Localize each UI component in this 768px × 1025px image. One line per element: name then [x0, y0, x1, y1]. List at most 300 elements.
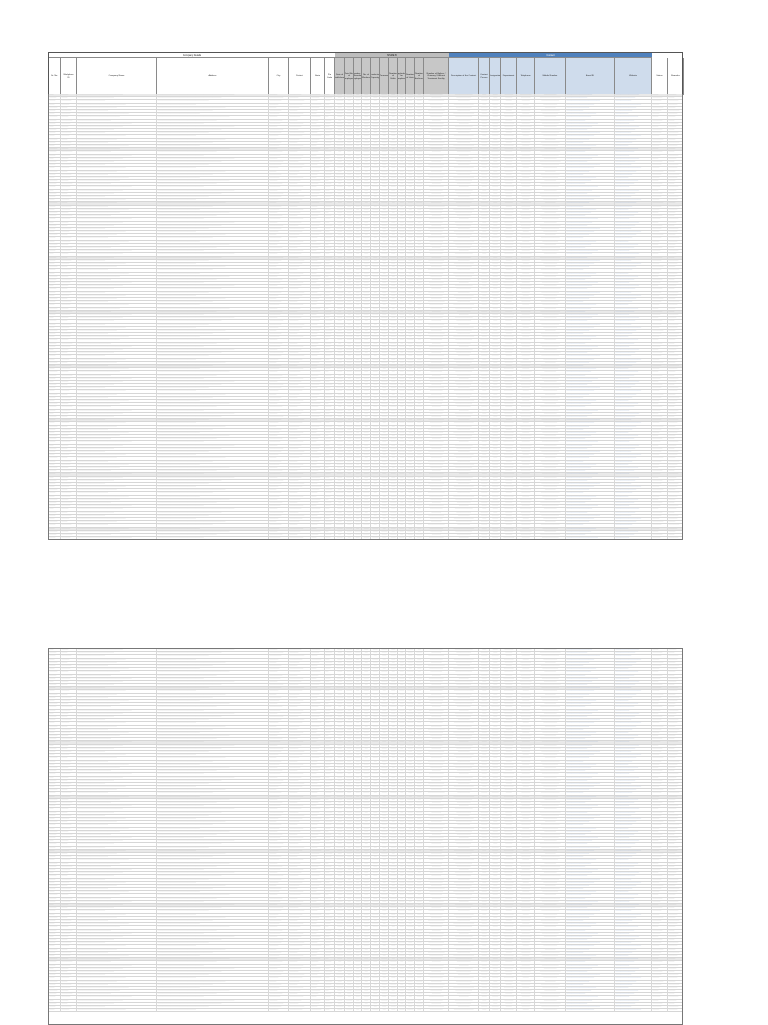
table-cell: ────────────────: [615, 100, 652, 103]
table-cell: ─────: [398, 177, 406, 180]
table-cell: ───: [398, 257, 406, 260]
table-cell: ────: [354, 292, 362, 295]
column-header: Website: [615, 58, 652, 95]
table-cell: ──────: [415, 311, 424, 314]
table-cell: ───────────: [535, 521, 566, 524]
table-cell: ──────────: [311, 104, 325, 107]
table-cell: ────: [398, 339, 406, 342]
table-cell: ────: [380, 218, 389, 221]
table-cell: ─────: [345, 193, 354, 196]
table-cell: ────────────: [449, 387, 479, 390]
table-cell: ─────: [354, 193, 362, 196]
table-cell: ────────────────────────────────────────────────────: [77, 209, 157, 212]
table-cell: ─────: [371, 266, 380, 269]
table-cell: ───────: [61, 180, 77, 183]
table-cell: ────────────────: [535, 113, 566, 116]
table-cell: ──────────────────────────────: [566, 668, 615, 671]
table-cell: ──────: [406, 263, 415, 266]
table-cell: ───────: [517, 145, 535, 148]
table-cell: ─────: [398, 263, 406, 266]
table-cell: ─────: [371, 489, 380, 492]
table-cell: ─────────────────: [449, 467, 479, 470]
table-cell: ────────────────────────────────────────: [77, 426, 157, 429]
table-cell: ───────────────────────────────: [77, 206, 157, 209]
table-cell: ────────: [490, 120, 501, 123]
table-cell: ──────: [406, 104, 415, 107]
table-cell: ────: [335, 662, 345, 665]
table-cell: ──────────: [517, 470, 535, 473]
table-cell: ───: [398, 110, 406, 113]
table-cell: ──────: [371, 390, 380, 393]
table-cell: ──────────────────────────: [566, 681, 615, 684]
table-cell: ─────────────────: [615, 174, 652, 177]
table-cell: ───: [354, 317, 362, 320]
table-cell: ────────: [61, 454, 77, 457]
table-cell: ─────────────: [289, 359, 311, 362]
table-cell: ────────────: [289, 253, 311, 256]
table-cell: ─────: [406, 311, 415, 314]
table-cell: ─────: [371, 339, 380, 342]
table-cell: ────────────────────: [449, 199, 479, 202]
table-cell: ────: [362, 180, 371, 183]
table-cell: ─────────: [289, 512, 311, 515]
table-cell: ────: [335, 139, 345, 142]
table-cell: ───────────────────────: [615, 403, 652, 406]
table-cell: ────: [325, 454, 335, 457]
table-cell: ─────: [354, 406, 362, 409]
table-cell: ───────: [49, 470, 61, 473]
table-cell: ────: [345, 206, 354, 209]
table-cell: ─────: [325, 505, 335, 508]
table-cell: ─────────────────────────────────────: [77, 97, 157, 100]
table-cell: ───────: [668, 489, 683, 492]
table-cell: ─────: [325, 400, 335, 403]
table-cell: ──────: [380, 298, 389, 301]
table-cell: ─────: [362, 368, 371, 371]
table-cell: ───────────────────────: [566, 266, 615, 269]
table-cell: ──────: [406, 167, 415, 170]
table-cell: ───────: [325, 320, 335, 323]
table-cell: ──────: [325, 110, 335, 113]
table-cell: ──────────: [289, 394, 311, 397]
table-cell: ──────: [415, 183, 424, 186]
table-cell: ──────: [345, 368, 354, 371]
table-cell: ───: [371, 110, 380, 113]
table-cell: ────────: [269, 94, 289, 97]
table-cell: ───: [398, 333, 406, 336]
table-cell: ────────────────────────────────: [566, 123, 615, 126]
table-cell: ─────: [371, 190, 380, 193]
table-cell: ─────────: [61, 537, 77, 540]
table-cell: ──────: [49, 397, 61, 400]
table-cell: ────: [354, 419, 362, 422]
table-cell: ───────: [335, 665, 345, 668]
table-cell: ─────: [371, 681, 380, 684]
table-cell: ──────────────────: [535, 655, 566, 658]
table-cell: ──────: [479, 470, 490, 473]
table-cell: ──────: [406, 190, 415, 193]
table-cell: ─────────: [289, 161, 311, 164]
table-cell: ────────────: [517, 190, 535, 193]
table-cell: ──────: [479, 438, 490, 441]
table-cell: ──────────────: [269, 161, 289, 164]
table-cell: ────────────────────────────────────────────────────────────: [157, 343, 269, 346]
table-cell: ───────: [61, 212, 77, 215]
table-cell: ──────────: [668, 132, 683, 135]
table-cell: ──────: [345, 273, 354, 276]
table-cell: ───────────: [517, 426, 535, 429]
table-cell: ────: [479, 454, 490, 457]
table-cell: ────────────: [424, 308, 449, 311]
table-cell: ────────────────────────: [615, 477, 652, 480]
table-cell: ──────: [371, 659, 380, 662]
table-cell: ────: [406, 260, 415, 263]
table-cell: ──────: [415, 139, 424, 142]
table-cell: ─────────────────────: [615, 489, 652, 492]
table-cell: ───────: [269, 521, 289, 524]
table-cell: ──────: [362, 365, 371, 368]
table-cell: ─────: [362, 473, 371, 476]
table-cell: ──────: [406, 454, 415, 457]
table-cell: ─────────: [61, 186, 77, 189]
table-cell: ───────: [61, 445, 77, 448]
table-cell: ───: [345, 186, 354, 189]
table-cell: ─────────: [668, 496, 683, 499]
table-cell: ────────────: [289, 317, 311, 320]
table-cell: ────────────────: [615, 687, 652, 690]
table-cell: ──────────────────────────: [615, 167, 652, 170]
table-cell: ──────: [389, 343, 398, 346]
table-cell: ────────: [289, 311, 311, 314]
table-cell: ─────────────────: [566, 492, 615, 495]
table-cell: ─────: [490, 253, 501, 256]
table-cell: ────────────: [535, 435, 566, 438]
table-cell: ───────────: [668, 461, 683, 464]
table-cell: ─────────: [311, 445, 325, 448]
table-cell: ────: [380, 655, 389, 658]
table-cell: ─────: [371, 148, 380, 151]
table-cell: ────: [335, 489, 345, 492]
table-cell: ──────────: [61, 260, 77, 263]
table-cell: ─────────: [668, 454, 683, 457]
table-cell: ───: [362, 652, 371, 655]
table-cell: ─────────: [652, 100, 668, 103]
table-cell: ──────: [371, 505, 380, 508]
table-cell: ───────: [479, 362, 490, 365]
table-cell: ─────: [415, 110, 424, 113]
table-cell: ─────: [415, 365, 424, 368]
table-cell: ───: [415, 126, 424, 129]
table-cell: ─────────────────────────────────────────────────────────────────: [157, 652, 269, 655]
table-cell: ────: [335, 521, 345, 524]
table-cell: ────: [345, 183, 354, 186]
table-cell: ──────────: [668, 410, 683, 413]
table-cell: ──────: [406, 518, 415, 521]
table-cell: ─────: [325, 387, 335, 390]
table-cell: ──────────: [424, 193, 449, 196]
table-cell: ──────: [335, 314, 345, 317]
table-cell: ─────: [406, 193, 415, 196]
table-cell: ────────: [311, 652, 325, 655]
table-cell: ──────: [325, 174, 335, 177]
table-cell: ────────: [479, 531, 490, 534]
table-cell: ───────────: [501, 378, 517, 381]
table-cell: ──────: [311, 292, 325, 295]
table-cell: ────: [406, 269, 415, 272]
table-cell: ──────────: [668, 228, 683, 231]
table-cell: ──────: [479, 151, 490, 154]
table-cell: ──────: [371, 113, 380, 116]
table-cell: ────: [325, 263, 335, 266]
table-cell: ────: [49, 349, 61, 352]
table-cell: ────────: [668, 285, 683, 288]
table-cell: ──────: [345, 222, 354, 225]
table-cell: ─────────: [517, 461, 535, 464]
table-cell: ─────: [335, 190, 345, 193]
table-cell: ──────: [479, 492, 490, 495]
table-cell: ────────: [652, 505, 668, 508]
table-cell: ───────────────────────────────────────: [157, 231, 269, 234]
table-cell: ───────: [652, 390, 668, 393]
table-cell: ───────────────────────────────────────: [157, 104, 269, 107]
table-cell: ──────: [406, 649, 415, 652]
table-cell: ──────: [362, 333, 371, 336]
table-cell: ─────: [354, 320, 362, 323]
table-cell: ────────────────────────────────────────────────────: [157, 655, 269, 658]
table-cell: ───────────────────────: [615, 339, 652, 342]
table-cell: ───────────────────────────────────────────: [157, 273, 269, 276]
table-cell: ───────: [49, 161, 61, 164]
table-cell: ──────────────────────────────────────────────: [77, 222, 157, 225]
table-cell: ────────: [49, 467, 61, 470]
table-cell: ──────────: [501, 231, 517, 234]
table-cell: ──────────: [311, 359, 325, 362]
table-cell: ──────: [380, 371, 389, 374]
table-cell: ──────: [380, 339, 389, 342]
table-cell: ──────: [517, 422, 535, 425]
table-cell: ─────: [479, 432, 490, 435]
table-cell: ─────: [335, 454, 345, 457]
table-cell: ─────: [354, 151, 362, 154]
table-cell: ───────────────────: [566, 151, 615, 154]
table-cell: ──────────────────────────────: [566, 400, 615, 403]
table-cell: ────: [325, 422, 335, 425]
table-cell: ─────────: [668, 659, 683, 662]
table-cell: ──────────────────────────────────: [77, 215, 157, 218]
table-cell: ───────: [325, 489, 335, 492]
table-cell: ──────: [345, 263, 354, 266]
table-cell: ───────: [269, 107, 289, 110]
table-cell: ────: [415, 659, 424, 662]
table-cell: ───: [415, 467, 424, 470]
table-cell: ────────────────: [424, 419, 449, 422]
table-cell: ──────────: [289, 171, 311, 174]
table-cell: ─────: [345, 480, 354, 483]
table-cell: ───────: [490, 333, 501, 336]
table-cell: ────────────────────────────────────────: [77, 234, 157, 237]
table-cell: ──────: [652, 317, 668, 320]
table-cell: ───: [362, 384, 371, 387]
table-cell: ──────────: [61, 483, 77, 486]
table-cell: ────: [490, 193, 501, 196]
table-cell: ──────: [311, 206, 325, 209]
table-cell: ────────────────: [449, 171, 479, 174]
table-cell: ──────────: [517, 352, 535, 355]
table-cell: ──────────────────────────────────────────────────────────────────────────────: [157, 477, 269, 480]
table-cell: ───────: [668, 139, 683, 142]
table-cell: ─────: [479, 537, 490, 540]
table-cell: ────: [380, 687, 389, 690]
table-cell: ─────────: [424, 151, 449, 154]
table-cell: ──────────: [501, 104, 517, 107]
table-cell: ────────────────────: [535, 311, 566, 314]
table-cell: ─────: [354, 502, 362, 505]
table-cell: ───: [354, 253, 362, 256]
table-cell: ───────: [668, 116, 683, 119]
table-cell: ───────────: [289, 435, 311, 438]
table-cell: ────────: [490, 279, 501, 282]
table-cell: ─────: [345, 288, 354, 291]
table-cell: ──────: [490, 441, 501, 444]
table-cell: ──────: [668, 97, 683, 100]
table-cell: ─────────: [668, 518, 683, 521]
table-cell: ─────: [415, 250, 424, 253]
table-cell: ───────────────────────────────────────────: [77, 212, 157, 215]
table-cell: ──────────: [61, 100, 77, 103]
table-cell: ────: [335, 107, 345, 110]
table-cell: ───────────: [289, 244, 311, 247]
table-cell: ───────────────────: [566, 183, 615, 186]
table-cell: ─────────: [501, 681, 517, 684]
table-cell: ────────: [49, 371, 61, 374]
table-cell: ────────: [269, 190, 289, 193]
table-cell: ───────────────────: [615, 183, 652, 186]
table-cell: ─────: [380, 320, 389, 323]
table-cell: ───────: [325, 480, 335, 483]
table-cell: ────: [371, 416, 380, 419]
table-cell: ─────: [354, 279, 362, 282]
table-cell: ──────────────: [289, 473, 311, 476]
table-cell: ─────: [380, 492, 389, 495]
table-cell: ─────: [354, 384, 362, 387]
table-cell: ─────: [335, 212, 345, 215]
table-cell: ────: [490, 234, 501, 237]
table-cell: ────: [325, 94, 335, 97]
table-cell: ───────────────: [449, 448, 479, 451]
table-cell: ───: [398, 397, 406, 400]
table-cell: ──────: [415, 534, 424, 537]
table-cell: ───────: [501, 215, 517, 218]
table-cell: ─────: [335, 285, 345, 288]
table-cell: ──────: [380, 285, 389, 288]
table-cell: ─────: [345, 531, 354, 534]
table-cell: ───────────────────: [615, 247, 652, 250]
table-cell: ────────────: [269, 397, 289, 400]
table-cell: ─────: [354, 234, 362, 237]
table-cell: ──────: [389, 257, 398, 260]
table-cell: ──────: [362, 269, 371, 272]
table-cell: ──────────────────────────────────: [566, 355, 615, 358]
table-cell: ────: [398, 413, 406, 416]
table-cell: ────────────────: [615, 164, 652, 167]
table-cell: ──────────: [668, 473, 683, 476]
table-cell: ─────────────────────────────────────────────────────────────────────────: [157, 467, 269, 470]
table-cell: ──────: [479, 365, 490, 368]
table-cell: ─────: [311, 528, 325, 531]
table-cell: ────────────────: [535, 496, 566, 499]
table-cell: ─────: [415, 196, 424, 199]
table-cell: ────: [479, 263, 490, 266]
table-cell: ──────: [398, 292, 406, 295]
table-cell: ───: [398, 492, 406, 495]
table-cell: ───────────────────────────────────────────: [157, 145, 269, 148]
table-cell: ────────: [501, 266, 517, 269]
table-cell: ─────: [479, 218, 490, 221]
table-cell: ───────: [668, 457, 683, 460]
table-cell: ───: [415, 285, 424, 288]
table-cell: ──────────────: [289, 155, 311, 158]
table-cell: ────────: [517, 314, 535, 317]
table-cell: ────────────: [449, 324, 479, 327]
table-cell: ─────: [371, 467, 380, 470]
table-cell: ───: [335, 438, 345, 441]
table-cell: ─────: [490, 467, 501, 470]
table-cell: ───: [362, 521, 371, 524]
table-cell: ──────────: [501, 422, 517, 425]
table-cell: ───────: [61, 435, 77, 438]
table-cell: ──────: [490, 464, 501, 467]
table-cell: ───────────: [424, 139, 449, 142]
table-cell: ───────: [61, 649, 77, 652]
table-cell: ──────: [325, 470, 335, 473]
table-cell: ────────: [311, 694, 325, 697]
table-cell: ──────: [490, 327, 501, 330]
table-cell: ───────: [49, 384, 61, 387]
table-cell: ─────────────: [449, 492, 479, 495]
table-cell: ─────: [398, 359, 406, 362]
table-cell: ────────────────: [615, 387, 652, 390]
table-cell: ──────────────────────────────: [566, 209, 615, 212]
table-cell: ────────: [289, 269, 311, 272]
table-cell: ─────────────────────: [566, 684, 615, 687]
table-cell: ───: [389, 489, 398, 492]
table-cell: ──────: [652, 126, 668, 129]
table-cell: ───────────: [61, 675, 77, 678]
table-cell: ────────────: [449, 228, 479, 231]
table-cell: ──────────: [517, 120, 535, 123]
table-cell: ───: [389, 467, 398, 470]
table-cell: ────: [398, 457, 406, 460]
table-cell: ──────────────: [289, 218, 311, 221]
table-cell: ───: [335, 534, 345, 537]
table-cell: ───: [398, 151, 406, 154]
table-cell: ─────────────────: [449, 339, 479, 342]
table-cell: ─────────: [61, 678, 77, 681]
table-cell: ────: [345, 247, 354, 250]
table-cell: ───────: [479, 684, 490, 687]
table-cell: ────────: [311, 394, 325, 397]
table-cell: ───────────────────────: [566, 489, 615, 492]
table-cell: ────────: [490, 438, 501, 441]
table-cell: ──────────────: [269, 384, 289, 387]
table-cell: ────: [490, 662, 501, 665]
table-cell: ────: [371, 406, 380, 409]
table-cell: ────: [371, 384, 380, 387]
table-cell: ─────────────: [535, 126, 566, 129]
table-cell: ───────: [501, 257, 517, 260]
table-cell: ──────: [479, 100, 490, 103]
table-cell: ─────: [325, 123, 335, 126]
